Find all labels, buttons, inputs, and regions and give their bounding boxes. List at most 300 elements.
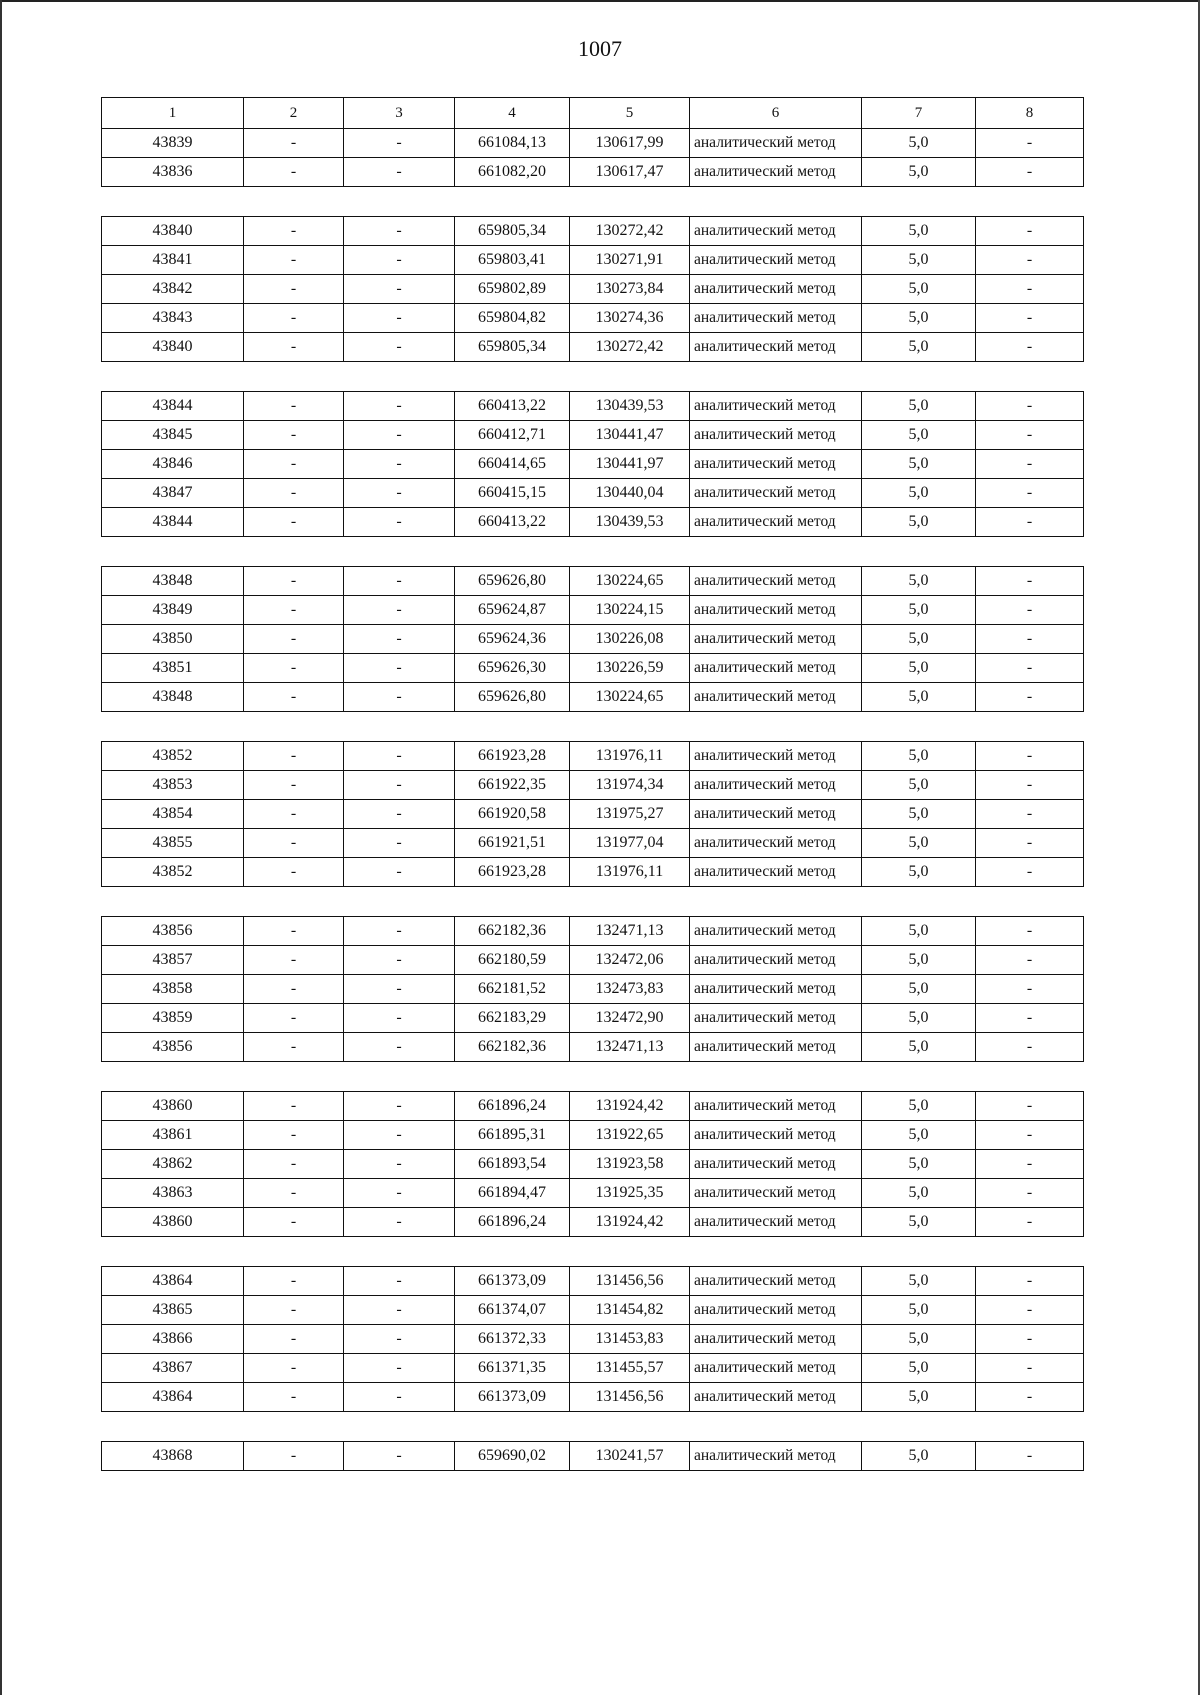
table-cell-col-5: 130224,65 — [570, 567, 690, 596]
table-cell-col-2: - — [244, 421, 344, 450]
table-cell-col-6: аналитический метод — [690, 567, 862, 596]
table-cell-col-5: 131924,42 — [570, 1208, 690, 1237]
table-cell-col-5: 132471,13 — [570, 917, 690, 946]
table-cell-col-1: 43860 — [102, 1092, 244, 1121]
table-cell-col-6: аналитический метод — [690, 1383, 862, 1412]
table-cell-col-2: - — [244, 596, 344, 625]
table-cell-col-5: 131976,11 — [570, 858, 690, 887]
table-cell-col-1: 43842 — [102, 275, 244, 304]
table-cell-col-7: 5,0 — [862, 217, 976, 246]
table-cell-col-7: 5,0 — [862, 800, 976, 829]
table-cell-col-4: 661084,13 — [455, 129, 570, 158]
table-cell-col-6: аналитический метод — [690, 771, 862, 800]
table-cell-col-4: 659626,80 — [455, 567, 570, 596]
table-cell-col-2: - — [244, 946, 344, 975]
table-cell-col-5: 131455,57 — [570, 1354, 690, 1383]
group-gap — [0, 1237, 1200, 1266]
table-cell-col-4: 659802,89 — [455, 275, 570, 304]
table-cell-col-1: 43860 — [102, 1208, 244, 1237]
table-cell-col-5: 130439,53 — [570, 508, 690, 537]
table-cell-col-3: - — [344, 129, 455, 158]
table-cell-col-8: - — [976, 917, 1084, 946]
table-cell-col-1: 43866 — [102, 1325, 244, 1354]
table-cell-col-8: - — [976, 1383, 1084, 1412]
table-cell-col-4: 661922,35 — [455, 771, 570, 800]
table-cell-col-1: 43839 — [102, 129, 244, 158]
table-cell-col-4: 661920,58 — [455, 800, 570, 829]
group-gap — [0, 887, 1200, 916]
table-cell-col-4: 660413,22 — [455, 508, 570, 537]
table-cell-col-6: аналитический метод — [690, 946, 862, 975]
table-row — [102, 392, 1084, 421]
table-cell-col-5: 131975,27 — [570, 800, 690, 829]
table-cell-col-1: 43864 — [102, 1383, 244, 1412]
table-cell-col-5: 132472,90 — [570, 1004, 690, 1033]
column-header-1: 1 — [102, 98, 244, 129]
table-cell-col-8: - — [976, 1442, 1084, 1471]
table-cell-col-8: - — [976, 508, 1084, 537]
table-cell-col-1: 43845 — [102, 421, 244, 450]
coordinate-group-table — [101, 1441, 1084, 1471]
table-cell-col-7: 5,0 — [862, 975, 976, 1004]
table-cell-col-4: 662180,59 — [455, 946, 570, 975]
column-header-6: 6 — [690, 98, 862, 129]
coordinate-group-table — [101, 916, 1084, 1062]
table-cell-col-4: 661896,24 — [455, 1092, 570, 1121]
table-row — [102, 829, 1084, 858]
table-row — [102, 1121, 1084, 1150]
table-cell-col-6: аналитический метод — [690, 1092, 862, 1121]
table-cell-col-7: 5,0 — [862, 1354, 976, 1383]
table-row — [102, 596, 1084, 625]
coordinate-group-table — [101, 1266, 1084, 1412]
table-cell-col-4: 659805,34 — [455, 217, 570, 246]
table-cell-col-5: 131923,58 — [570, 1150, 690, 1179]
table-cell-col-2: - — [244, 129, 344, 158]
group-gap — [0, 712, 1200, 741]
table-row — [102, 275, 1084, 304]
table-cell-col-5: 130439,53 — [570, 392, 690, 421]
table-cell-col-3: - — [344, 304, 455, 333]
table-cell-col-2: - — [244, 392, 344, 421]
table-cell-col-4: 659624,87 — [455, 596, 570, 625]
table-cell-col-3: - — [344, 421, 455, 450]
table-cell-col-4: 661371,35 — [455, 1354, 570, 1383]
table-cell-col-8: - — [976, 333, 1084, 362]
table-cell-col-2: - — [244, 742, 344, 771]
table-cell-col-7: 5,0 — [862, 1121, 976, 1150]
table-cell-col-1: 43850 — [102, 625, 244, 654]
table-cell-col-3: - — [344, 1121, 455, 1150]
table-cell-col-7: 5,0 — [862, 567, 976, 596]
table-cell-col-1: 43846 — [102, 450, 244, 479]
table-cell-col-4: 662183,29 — [455, 1004, 570, 1033]
table-row — [102, 1267, 1084, 1296]
table-cell-col-7: 5,0 — [862, 158, 976, 187]
table-cell-col-7: 5,0 — [862, 1296, 976, 1325]
table-cell-col-1: 43854 — [102, 800, 244, 829]
table-row — [102, 304, 1084, 333]
table-cell-col-7: 5,0 — [862, 479, 976, 508]
table-cell-col-4: 662182,36 — [455, 917, 570, 946]
table-cell-col-1: 43844 — [102, 508, 244, 537]
table-cell-col-6: аналитический метод — [690, 654, 862, 683]
table-cell-col-7: 5,0 — [862, 1004, 976, 1033]
table-row — [102, 1354, 1084, 1383]
table-cell-col-8: - — [976, 683, 1084, 712]
table-cell-col-6: аналитический метод — [690, 421, 862, 450]
table-cell-col-2: - — [244, 771, 344, 800]
table-cell-col-8: - — [976, 1179, 1084, 1208]
table-cell-col-5: 132473,83 — [570, 975, 690, 1004]
table-cell-col-1: 43853 — [102, 771, 244, 800]
coordinate-tables — [0, 97, 1200, 1471]
table-row — [102, 1383, 1084, 1412]
table-cell-col-8: - — [976, 596, 1084, 625]
table-cell-col-4: 659624,36 — [455, 625, 570, 654]
table-cell-col-2: - — [244, 450, 344, 479]
table-cell-col-4: 661894,47 — [455, 1179, 570, 1208]
table-cell-col-5: 131974,34 — [570, 771, 690, 800]
table-cell-col-8: - — [976, 654, 1084, 683]
table-cell-col-6: аналитический метод — [690, 450, 862, 479]
table-row — [102, 129, 1084, 158]
table-cell-col-6: аналитический метод — [690, 1296, 862, 1325]
table-cell-col-2: - — [244, 508, 344, 537]
group-gap — [0, 1412, 1200, 1441]
table-cell-col-5: 130224,65 — [570, 683, 690, 712]
table-cell-col-7: 5,0 — [862, 917, 976, 946]
table-cell-col-2: - — [244, 1442, 344, 1471]
group-gap — [0, 1062, 1200, 1091]
table-row — [102, 1150, 1084, 1179]
table-cell-col-7: 5,0 — [862, 625, 976, 654]
table-cell-col-8: - — [976, 975, 1084, 1004]
table-cell-col-3: - — [344, 275, 455, 304]
table-cell-col-3: - — [344, 217, 455, 246]
table-cell-col-6: аналитический метод — [690, 800, 862, 829]
table-cell-col-3: - — [344, 742, 455, 771]
table-row — [102, 246, 1084, 275]
table-cell-col-3: - — [344, 1150, 455, 1179]
table-cell-col-2: - — [244, 917, 344, 946]
table-cell-col-4: 662182,36 — [455, 1033, 570, 1062]
table-cell-col-4: 661896,24 — [455, 1208, 570, 1237]
table-cell-col-7: 5,0 — [862, 333, 976, 362]
table-cell-col-4: 660413,22 — [455, 392, 570, 421]
table-cell-col-7: 5,0 — [862, 1267, 976, 1296]
table-cell-col-8: - — [976, 1121, 1084, 1150]
table-cell-col-2: - — [244, 1354, 344, 1383]
table-cell-col-1: 43847 — [102, 479, 244, 508]
table-cell-col-1: 43863 — [102, 1179, 244, 1208]
table-cell-col-3: - — [344, 800, 455, 829]
table-cell-col-2: - — [244, 858, 344, 887]
table-cell-col-3: - — [344, 654, 455, 683]
table-cell-col-3: - — [344, 246, 455, 275]
column-header-8: 8 — [976, 98, 1084, 129]
table-cell-col-8: - — [976, 479, 1084, 508]
table-cell-col-8: - — [976, 858, 1084, 887]
table-row — [102, 654, 1084, 683]
table-cell-col-3: - — [344, 479, 455, 508]
table-cell-col-4: 661921,51 — [455, 829, 570, 858]
table-cell-col-7: 5,0 — [862, 392, 976, 421]
table-cell-col-6: аналитический метод — [690, 742, 862, 771]
table-cell-col-8: - — [976, 1033, 1084, 1062]
table-cell-col-6: аналитический метод — [690, 1325, 862, 1354]
table-row — [102, 508, 1084, 537]
table-cell-col-8: - — [976, 217, 1084, 246]
table-cell-col-8: - — [976, 421, 1084, 450]
table-cell-col-1: 43840 — [102, 217, 244, 246]
coordinate-group-table — [101, 97, 1084, 187]
table-cell-col-5: 130617,99 — [570, 129, 690, 158]
table-cell-col-8: - — [976, 1150, 1084, 1179]
table-row — [102, 1179, 1084, 1208]
table-cell-col-3: - — [344, 567, 455, 596]
table-cell-col-1: 43858 — [102, 975, 244, 1004]
table-cell-col-7: 5,0 — [862, 858, 976, 887]
table-row — [102, 421, 1084, 450]
table-cell-col-7: 5,0 — [862, 450, 976, 479]
table-cell-col-2: - — [244, 333, 344, 362]
table-cell-col-8: - — [976, 800, 1084, 829]
table-cell-col-8: - — [976, 771, 1084, 800]
coordinate-group-table — [101, 1091, 1084, 1237]
table-cell-col-2: - — [244, 1296, 344, 1325]
table-cell-col-3: - — [344, 858, 455, 887]
table-cell-col-3: - — [344, 1442, 455, 1471]
table-cell-col-8: - — [976, 1325, 1084, 1354]
table-cell-col-4: 660415,15 — [455, 479, 570, 508]
table-cell-col-5: 132472,06 — [570, 946, 690, 975]
table-cell-col-2: - — [244, 246, 344, 275]
table-cell-col-7: 5,0 — [862, 421, 976, 450]
table-cell-col-5: 130271,91 — [570, 246, 690, 275]
table-cell-col-8: - — [976, 829, 1084, 858]
table-cell-col-8: - — [976, 1354, 1084, 1383]
table-cell-col-1: 43868 — [102, 1442, 244, 1471]
table-row — [102, 1004, 1084, 1033]
table-cell-col-6: аналитический метод — [690, 1033, 862, 1062]
table-cell-col-2: - — [244, 625, 344, 654]
table-cell-col-2: - — [244, 1208, 344, 1237]
table-cell-col-4: 661373,09 — [455, 1267, 570, 1296]
table-cell-col-1: 43852 — [102, 742, 244, 771]
table-cell-col-6: аналитический метод — [690, 917, 862, 946]
table-cell-col-8: - — [976, 1004, 1084, 1033]
table-cell-col-2: - — [244, 567, 344, 596]
table-cell-col-3: - — [344, 1296, 455, 1325]
header-row — [102, 98, 1084, 129]
table-cell-col-3: - — [344, 508, 455, 537]
table-cell-col-4: 661895,31 — [455, 1121, 570, 1150]
page-number: 1007 — [578, 36, 622, 61]
table-cell-col-4: 661372,33 — [455, 1325, 570, 1354]
table-cell-col-6: аналитический метод — [690, 392, 862, 421]
column-header-7: 7 — [862, 98, 976, 129]
table-cell-col-6: аналитический метод — [690, 508, 862, 537]
table-cell-col-7: 5,0 — [862, 946, 976, 975]
table-cell-col-8: - — [976, 1296, 1084, 1325]
table-cell-col-5: 130273,84 — [570, 275, 690, 304]
table-cell-col-2: - — [244, 304, 344, 333]
table-cell-col-8: - — [976, 742, 1084, 771]
table-cell-col-4: 661374,07 — [455, 1296, 570, 1325]
table-cell-col-8: - — [976, 246, 1084, 275]
table-cell-col-2: - — [244, 1092, 344, 1121]
scan-edge-top — [0, 0, 1200, 2]
table-cell-col-2: - — [244, 158, 344, 187]
table-cell-col-1: 43859 — [102, 1004, 244, 1033]
column-header-3: 3 — [344, 98, 455, 129]
table-cell-col-4: 659626,30 — [455, 654, 570, 683]
table-cell-col-5: 131456,56 — [570, 1383, 690, 1412]
table-cell-col-4: 659690,02 — [455, 1442, 570, 1471]
table-cell-col-6: аналитический метод — [690, 1004, 862, 1033]
table-cell-col-7: 5,0 — [862, 1208, 976, 1237]
table-cell-col-5: 131977,04 — [570, 829, 690, 858]
table-cell-col-6: аналитический метод — [690, 1121, 862, 1150]
table-cell-col-5: 131925,35 — [570, 1179, 690, 1208]
table-cell-col-7: 5,0 — [862, 275, 976, 304]
table-row — [102, 1208, 1084, 1237]
table-cell-col-6: аналитический метод — [690, 1267, 862, 1296]
table-cell-col-7: 5,0 — [862, 129, 976, 158]
table-cell-col-5: 130441,47 — [570, 421, 690, 450]
table-cell-col-6: аналитический метод — [690, 304, 862, 333]
table-cell-col-4: 659805,34 — [455, 333, 570, 362]
table-cell-col-7: 5,0 — [862, 654, 976, 683]
table-cell-col-6: аналитический метод — [690, 1208, 862, 1237]
table-cell-col-4: 661923,28 — [455, 742, 570, 771]
table-cell-col-6: аналитический метод — [690, 158, 862, 187]
table-cell-col-6: аналитический метод — [690, 1354, 862, 1383]
table-row — [102, 567, 1084, 596]
table-cell-col-6: аналитический метод — [690, 625, 862, 654]
table-cell-col-7: 5,0 — [862, 771, 976, 800]
table-cell-col-4: 659803,41 — [455, 246, 570, 275]
table-cell-col-8: - — [976, 450, 1084, 479]
table-cell-col-8: - — [976, 946, 1084, 975]
table-cell-col-3: - — [344, 771, 455, 800]
table-cell-col-1: 43856 — [102, 1033, 244, 1062]
table-cell-col-2: - — [244, 1383, 344, 1412]
table-cell-col-5: 130272,42 — [570, 217, 690, 246]
table-cell-col-5: 131924,42 — [570, 1092, 690, 1121]
group-gap — [0, 537, 1200, 566]
table-cell-col-3: - — [344, 1267, 455, 1296]
column-header-4: 4 — [455, 98, 570, 129]
table-cell-col-7: 5,0 — [862, 246, 976, 275]
table-cell-col-4: 659804,82 — [455, 304, 570, 333]
table-cell-col-2: - — [244, 479, 344, 508]
table-cell-col-6: аналитический метод — [690, 217, 862, 246]
table-cell-col-7: 5,0 — [862, 1150, 976, 1179]
table-row — [102, 479, 1084, 508]
coordinate-group-table — [101, 566, 1084, 712]
table-cell-col-5: 131454,82 — [570, 1296, 690, 1325]
table-cell-col-1: 43849 — [102, 596, 244, 625]
table-cell-col-3: - — [344, 917, 455, 946]
table-cell-col-3: - — [344, 450, 455, 479]
table-cell-col-3: - — [344, 625, 455, 654]
table-cell-col-7: 5,0 — [862, 1179, 976, 1208]
table-cell-col-1: 43848 — [102, 567, 244, 596]
table-cell-col-4: 660414,65 — [455, 450, 570, 479]
table-cell-col-3: - — [344, 946, 455, 975]
table-cell-col-6: аналитический метод — [690, 129, 862, 158]
table-cell-col-1: 43844 — [102, 392, 244, 421]
table-cell-col-1: 43855 — [102, 829, 244, 858]
table-cell-col-7: 5,0 — [862, 596, 976, 625]
table-cell-col-2: - — [244, 829, 344, 858]
coordinate-group-table — [101, 391, 1084, 537]
table-cell-col-8: - — [976, 392, 1084, 421]
table-cell-col-1: 43861 — [102, 1121, 244, 1150]
table-cell-col-5: 130241,57 — [570, 1442, 690, 1471]
table-cell-col-5: 130226,08 — [570, 625, 690, 654]
table-cell-col-1: 43862 — [102, 1150, 244, 1179]
table-row — [102, 1296, 1084, 1325]
table-cell-col-5: 130224,15 — [570, 596, 690, 625]
table-cell-col-3: - — [344, 829, 455, 858]
table-cell-col-6: аналитический метод — [690, 1179, 862, 1208]
table-row — [102, 217, 1084, 246]
table-cell-col-6: аналитический метод — [690, 1442, 862, 1471]
table-cell-col-6: аналитический метод — [690, 275, 862, 304]
table-cell-col-4: 659626,80 — [455, 683, 570, 712]
table-cell-col-3: - — [344, 1208, 455, 1237]
table-cell-col-1: 43867 — [102, 1354, 244, 1383]
table-cell-col-3: - — [344, 975, 455, 1004]
table-cell-col-6: аналитический метод — [690, 246, 862, 275]
table-cell-col-5: 131456,56 — [570, 1267, 690, 1296]
table-cell-col-2: - — [244, 683, 344, 712]
table-cell-col-1: 43857 — [102, 946, 244, 975]
table-row — [102, 683, 1084, 712]
table-row — [102, 1442, 1084, 1471]
table-cell-col-5: 131453,83 — [570, 1325, 690, 1354]
table-cell-col-2: - — [244, 1121, 344, 1150]
table-cell-col-6: аналитический метод — [690, 596, 862, 625]
table-cell-col-1: 43864 — [102, 1267, 244, 1296]
table-cell-col-5: 130272,42 — [570, 333, 690, 362]
table-cell-col-1: 43851 — [102, 654, 244, 683]
table-cell-col-7: 5,0 — [862, 683, 976, 712]
table-cell-col-5: 130441,97 — [570, 450, 690, 479]
table-cell-col-3: - — [344, 1325, 455, 1354]
table-cell-col-2: - — [244, 1179, 344, 1208]
table-cell-col-3: - — [344, 392, 455, 421]
table-cell-col-3: - — [344, 158, 455, 187]
table-cell-col-1: 43848 — [102, 683, 244, 712]
table-cell-col-7: 5,0 — [862, 1033, 976, 1062]
table-row — [102, 800, 1084, 829]
table-cell-col-6: аналитический метод — [690, 1150, 862, 1179]
table-cell-col-2: - — [244, 1150, 344, 1179]
table-cell-col-2: - — [244, 217, 344, 246]
table-cell-col-1: 43865 — [102, 1296, 244, 1325]
table-row — [102, 625, 1084, 654]
table-cell-col-5: 130440,04 — [570, 479, 690, 508]
table-cell-col-1: 43856 — [102, 917, 244, 946]
table-cell-col-7: 5,0 — [862, 1325, 976, 1354]
table-cell-col-4: 661923,28 — [455, 858, 570, 887]
table-cell-col-5: 130617,47 — [570, 158, 690, 187]
table-cell-col-8: - — [976, 1208, 1084, 1237]
